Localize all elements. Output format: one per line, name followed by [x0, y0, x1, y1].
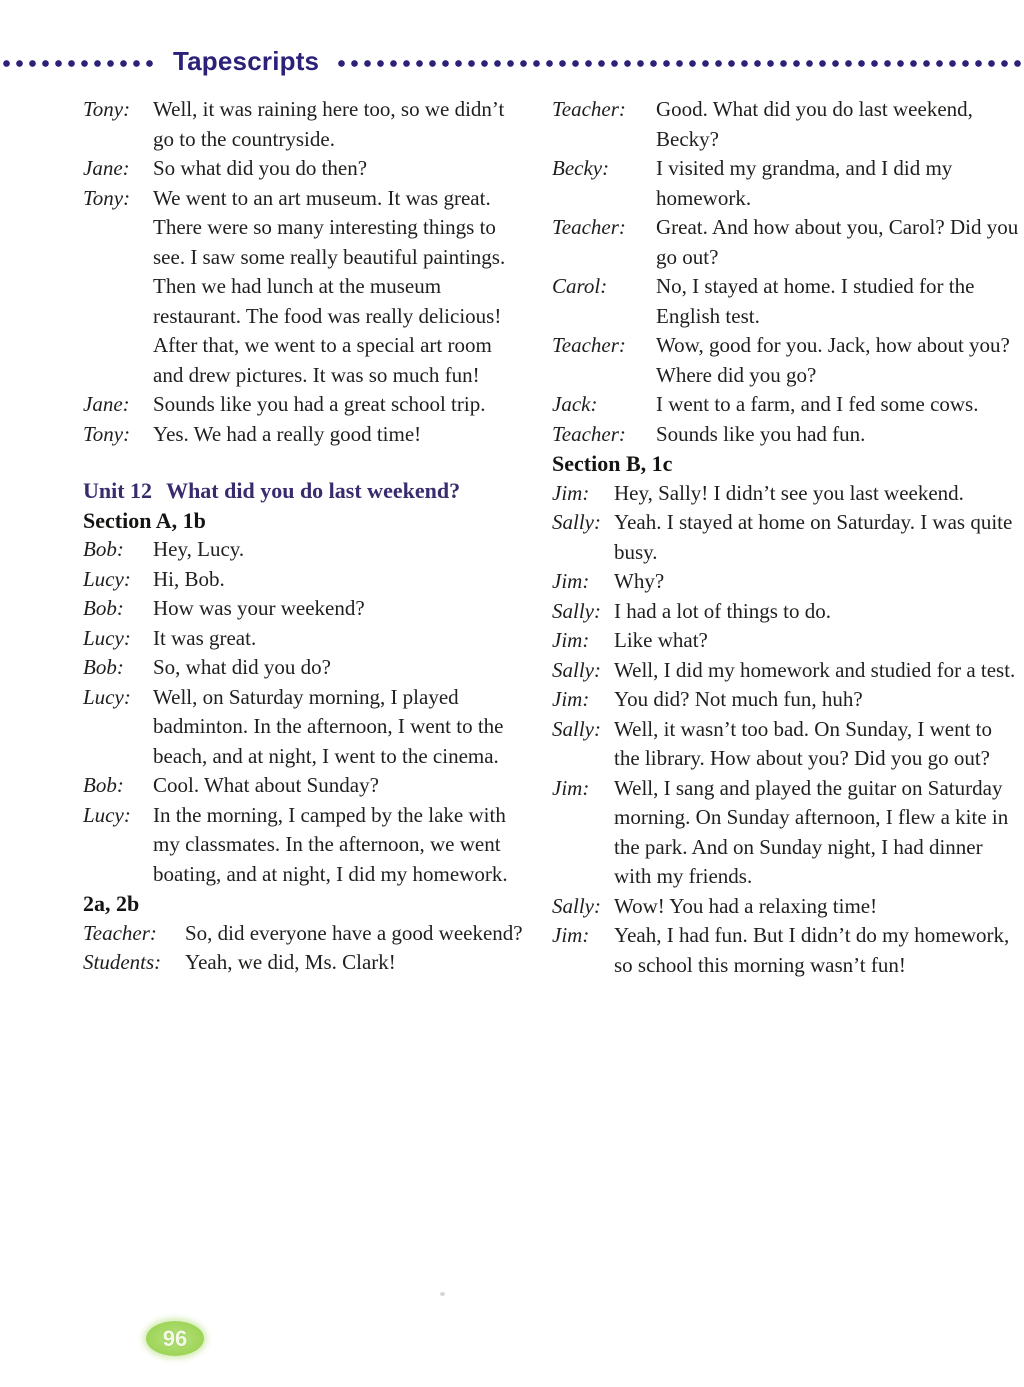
- speaker-label: Lucy:: [83, 684, 131, 709]
- dialogue-line: [83, 801, 523, 890]
- speaker-label: Teacher:: [83, 920, 157, 945]
- unit-title: What did you do last weekend?: [166, 478, 461, 503]
- speaker-label: Bob:: [83, 655, 124, 679]
- speaker-text: Yeah, I had fun. But I didn’t do my homework, so school this morning wasn’t fun!: [614, 923, 1010, 977]
- speaker-text: Good. What did you do last weekend, Becky?: [656, 97, 973, 151]
- dialogue-line: [83, 683, 523, 772]
- dialogue-line: [83, 390, 523, 420]
- speaker-text: In the morning, I camped by the lake with my classmates. In the afternoon, we went boating, and at night, I did my homework.: [153, 802, 508, 886]
- dialogue-line: [552, 479, 1022, 509]
- speaker-text: So, did everyone have a good weekend?: [185, 920, 523, 945]
- dialogue-line: [83, 95, 523, 154]
- dialogue-line: [83, 594, 523, 624]
- dialogue-line: [552, 154, 1022, 213]
- speaker-label: Jim:: [552, 923, 590, 947]
- speaker-text: Well, it was raining here too, so we didn’t go to the countryside.: [153, 97, 505, 151]
- speaker-label: Bob:: [83, 596, 124, 620]
- dialogue-line: [83, 420, 523, 450]
- speaker-label: Tony:: [83, 185, 131, 210]
- dialogue-line: [552, 656, 1022, 686]
- dialogue-line: [552, 567, 1022, 597]
- speaker-label: Jack:: [552, 392, 598, 416]
- speaker-label: Sally:: [552, 657, 601, 682]
- dialogue-line: [552, 390, 1022, 420]
- section-b-heading: Section B, 1c: [552, 451, 673, 476]
- speaker-label: Teacher:: [552, 333, 626, 357]
- speaker-text: Sounds like you had fun.: [656, 421, 866, 446]
- page-number-badge: [146, 1321, 204, 1356]
- speaker-label: Students:: [83, 950, 162, 974]
- speaker-label: Sally:: [552, 893, 601, 918]
- dialogue-line: [552, 508, 1022, 567]
- speaker-label: Jim:: [552, 775, 590, 800]
- speaker-text: Hey, Sally! I didn’t see you last weekend.: [614, 480, 964, 505]
- speaker-label: Bob:: [83, 537, 124, 561]
- speaker-text: Hey, Lucy.: [153, 537, 245, 561]
- speaker-text: Great. And how about you, Carol? Did you go out?: [656, 215, 1019, 269]
- speaker-label: Jim:: [552, 480, 590, 505]
- left-column: [83, 95, 523, 978]
- speaker-label: Teacher:: [552, 97, 626, 121]
- speaker-text: Well, on Saturday morning, I played badminton. In the afternoon, I went to the beach, and at night, I went to the cinema.: [153, 684, 504, 768]
- speaker-label: Lucy:: [83, 566, 131, 591]
- right-column: [552, 95, 1022, 980]
- subsection-heading: 2a, 2b: [83, 891, 140, 916]
- speaker-label: Tony:: [83, 421, 131, 446]
- speaker-label: Jane:: [83, 156, 130, 180]
- speaker-text: So what did you do then?: [153, 156, 368, 180]
- unit-number: Unit 12: [83, 478, 153, 503]
- speaker-label: Lucy:: [83, 625, 131, 650]
- dialogue-line: [552, 685, 1022, 715]
- speaker-text: Well, I did my homework and studied for a test.: [614, 657, 1016, 682]
- dialogue-line: [552, 892, 1022, 922]
- dialogue-line: [83, 184, 523, 391]
- speaker-label: Bob:: [83, 773, 124, 797]
- dialogue-line: [552, 420, 1022, 450]
- dialogue-line: [552, 626, 1022, 656]
- dialogue-line: [552, 597, 1022, 627]
- speaker-label: Lucy:: [83, 802, 131, 827]
- dialogue-line: [552, 774, 1022, 892]
- speaker-text: It was great.: [153, 625, 257, 650]
- dialogue-line: [83, 624, 523, 654]
- speaker-text: Yeah. I stayed at home on Saturday. I was quite busy.: [614, 510, 1013, 564]
- speaker-text: How was your weekend?: [153, 596, 365, 620]
- speaker-text: Like what?: [614, 628, 708, 652]
- dialogue-line: [83, 154, 523, 184]
- dialogue-line: [552, 213, 1022, 272]
- speaker-text: Yes. We had a really good time!: [153, 421, 422, 446]
- speaker-text: Sounds like you had a great school trip.: [153, 392, 486, 416]
- speaker-label: Becky:: [552, 156, 610, 180]
- speaker-label: Jim:: [552, 687, 590, 711]
- speaker-text: No, I stayed at home. I studied for the English test.: [656, 274, 975, 328]
- page-header: [0, 47, 1024, 79]
- dialogue-line: [552, 95, 1022, 154]
- speaker-text: Yeah, we did, Ms. Clark!: [185, 950, 396, 974]
- dialogue-line: [552, 272, 1022, 331]
- unit-heading: [83, 476, 523, 506]
- speaker-text: I visited my grandma, and I did my homework.: [656, 156, 953, 210]
- speaker-label: Jane:: [83, 392, 130, 416]
- speaker-text: We went to an art museum. It was great. There were so many interesting things to see. I saw some really beautiful paintings. Then we had lunch at the museum restaurant. The food was really delicious! After that, we went to a special art room and drew pictures. It was so much fun!: [153, 185, 506, 387]
- speaker-label: Jim:: [552, 569, 590, 593]
- dialogue-line: [83, 919, 523, 949]
- speaker-text: Why?: [614, 569, 665, 593]
- speaker-label: Teacher:: [552, 215, 626, 239]
- dialogue-line: [83, 565, 523, 595]
- section-a-heading: Section A, 1b: [83, 507, 206, 533]
- speaker-text: Hi, Bob.: [153, 566, 225, 591]
- dialogue-line: [83, 948, 523, 978]
- dialogue-line: [83, 771, 523, 801]
- speaker-text: Wow, good for you. Jack, how about you? Where did you go?: [656, 333, 1010, 387]
- speaker-label: Sally:: [552, 716, 601, 741]
- dotted-rule-right: [335, 60, 1024, 67]
- speaker-text: Well, I sang and played the guitar on Saturday morning. On Sunday afternoon, I flew a kite in the park. And on Sunday night, I had dinner with my friends.: [614, 775, 1009, 888]
- speaker-text: I had a lot of things to do.: [614, 598, 831, 623]
- speaker-text: I went to a farm, and I fed some cows.: [656, 392, 979, 416]
- dialogue-line: [552, 921, 1022, 980]
- speaker-text: Well, it wasn’t too bad. On Sunday, I went to the library. How about you? Did you go out?: [614, 716, 993, 770]
- dotted-rule-left: [0, 60, 158, 67]
- page-number: 96: [162, 1325, 188, 1351]
- scan-artifact-dot: [440, 1292, 445, 1296]
- speaker-label: Teacher:: [552, 421, 626, 446]
- dialogue-line: [83, 653, 523, 683]
- dialogue-line: [83, 535, 523, 565]
- speaker-text: Wow! You had a relaxing time!: [614, 893, 878, 918]
- speaker-label: Carol:: [552, 274, 608, 298]
- dialogue-line: [552, 331, 1022, 390]
- speaker-text: So, what did you do?: [153, 655, 331, 679]
- speaker-label: Sally:: [552, 598, 601, 623]
- speaker-label: Jim:: [552, 628, 590, 652]
- speaker-text: Cool. What about Sunday?: [153, 773, 379, 797]
- speaker-label: Sally:: [552, 510, 601, 534]
- dialogue-line: [552, 715, 1022, 774]
- speaker-text: You did? Not much fun, huh?: [614, 687, 863, 711]
- speaker-label: Tony:: [83, 97, 131, 121]
- page-title: Tapescripts: [173, 45, 320, 76]
